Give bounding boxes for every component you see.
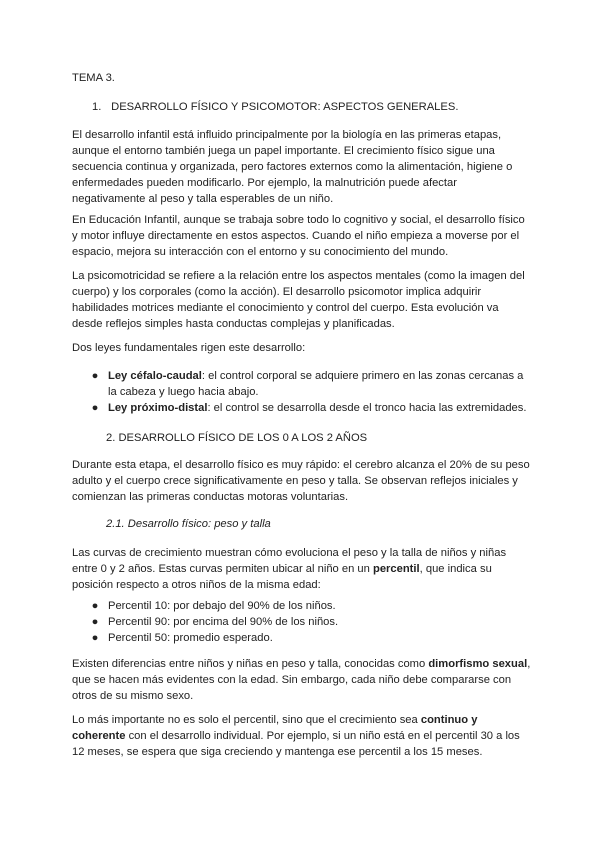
bullet-icon: ●	[91, 402, 99, 414]
list-item	[88, 400, 528, 416]
section-1-heading	[92, 99, 512, 115]
percentile-text: Percentil 10: por debajo del 90% de los niños.	[108, 600, 336, 612]
paragraph-7-text-a: Existen diferencias entre niños y niñas en peso y talla, conocidas como	[72, 658, 429, 670]
paragraph-3: La psicomotricidad se refiere a la relación entre los aspectos mentales (como la imagen del cuerpo) y los corporales (como la acción). El desarrollo psicomotor implica adquirir habilidades motrices mediante el conocimiento y control del cuerpo. Esta evolución va desde reflejos simples hasta conductas complejas y planificadas.	[72, 270, 525, 330]
continuo-term: continuo y coherente	[72, 714, 478, 742]
paragraph-2: En Educación Infantil, aunque se trabaja sobre todo lo cognitivo y social, el desarrollo físico y motor influye directamente en estos aspectos. Cuando el niño empieza a moverse por el espacio, mejora su interacción con el entorno y su conocimiento del mundo.	[72, 214, 525, 258]
bullet-icon: ●	[91, 632, 99, 644]
paragraph-4: Dos leyes fundamentales rigen este desarrollo:	[72, 342, 306, 354]
paragraph-8-text-a: Lo más importante no es solo el percentil, sino que el crecimiento sea	[72, 714, 421, 726]
percentile-text: Percentil 50: promedio esperado.	[108, 632, 273, 644]
paragraph-7	[72, 656, 532, 704]
paragraph-8	[72, 712, 532, 760]
paragraph-6-text-b: , que indica su posición respecto a otros niños de la misma edad:	[72, 563, 492, 591]
list-item	[88, 614, 528, 630]
percentiles-list	[88, 598, 528, 646]
percentil-term: percentil	[373, 563, 420, 575]
bullet-icon: ●	[91, 600, 99, 612]
paragraph-7-text-b: , que se hacen más evidentes con la edad. Sin embargo, cada niño debe compararse con otros de su mismo sexo.	[72, 658, 531, 702]
paragraph-6-text-a: Las curvas de crecimiento muestran cómo evoluciona el peso y la talla de niños y niñas entre 0 y 2 años. Estas curvas permiten ubicar al niño en un	[72, 547, 507, 575]
bullet-icon: ●	[91, 370, 99, 382]
laws-list	[88, 368, 528, 416]
law-text: : el control se desarrolla desde el tronco hacia las extremidades.	[207, 402, 527, 414]
list-item	[88, 598, 528, 614]
paragraph-1: El desarrollo infantil está influido principalmente por la biología en las primeras etapas, aunque el entorno también juega un papel importante. El crecimiento físico sigue una secuencia continua y organizada, pero factores externos como la alimentación, higiene o enfermedades pueden modificarlo. Por ejemplo, la malnutrición puede afectar negativamente al peso y talla esperables de un niño.	[72, 129, 513, 205]
section-1-number: 1.	[92, 101, 102, 113]
bullet-icon: ●	[91, 616, 99, 628]
section-1-title: DESARROLLO FÍSICO Y PSICOMOTOR: ASPECTOS GENERALES.	[111, 101, 459, 113]
law-name: Ley céfalo-caudal	[108, 370, 202, 382]
section-2-heading: 2. DESARROLLO FÍSICO DE LOS 0 A LOS 2 AÑOS	[106, 432, 368, 444]
paragraph-5: Durante esta etapa, el desarrollo físico es muy rápido: el cerebro alcanza el 20% de su peso adulto y el cuerpo crece significativamente en peso y talla. Se observan reflejos iniciales y comienzan las primeras conductas motoras voluntarias.	[72, 459, 530, 503]
paragraph-6	[72, 545, 532, 593]
law-name: Ley próximo-distal	[108, 402, 208, 414]
dimorfismo-term: dimorfismo sexual	[428, 658, 528, 670]
section-2-1-heading: 2.1. Desarrollo físico: peso y talla	[106, 518, 271, 530]
list-item	[88, 630, 528, 646]
paragraph-8-text-b: con el desarrollo individual. Por ejemplo, si un niño está en el percentil 30 a los 12 meses, se espera que siga creciendo y mantenga ese percentil a los 15 meses.	[72, 730, 520, 758]
law-text: : el control corporal se adquiere primero en las zonas cercanas a la cabeza y luego hacia abajo.	[108, 370, 524, 398]
topic-title: TEMA 3.	[72, 72, 115, 84]
percentile-text: Percentil 90: por encima del 90% de los niños.	[108, 616, 339, 628]
list-item	[88, 368, 528, 400]
